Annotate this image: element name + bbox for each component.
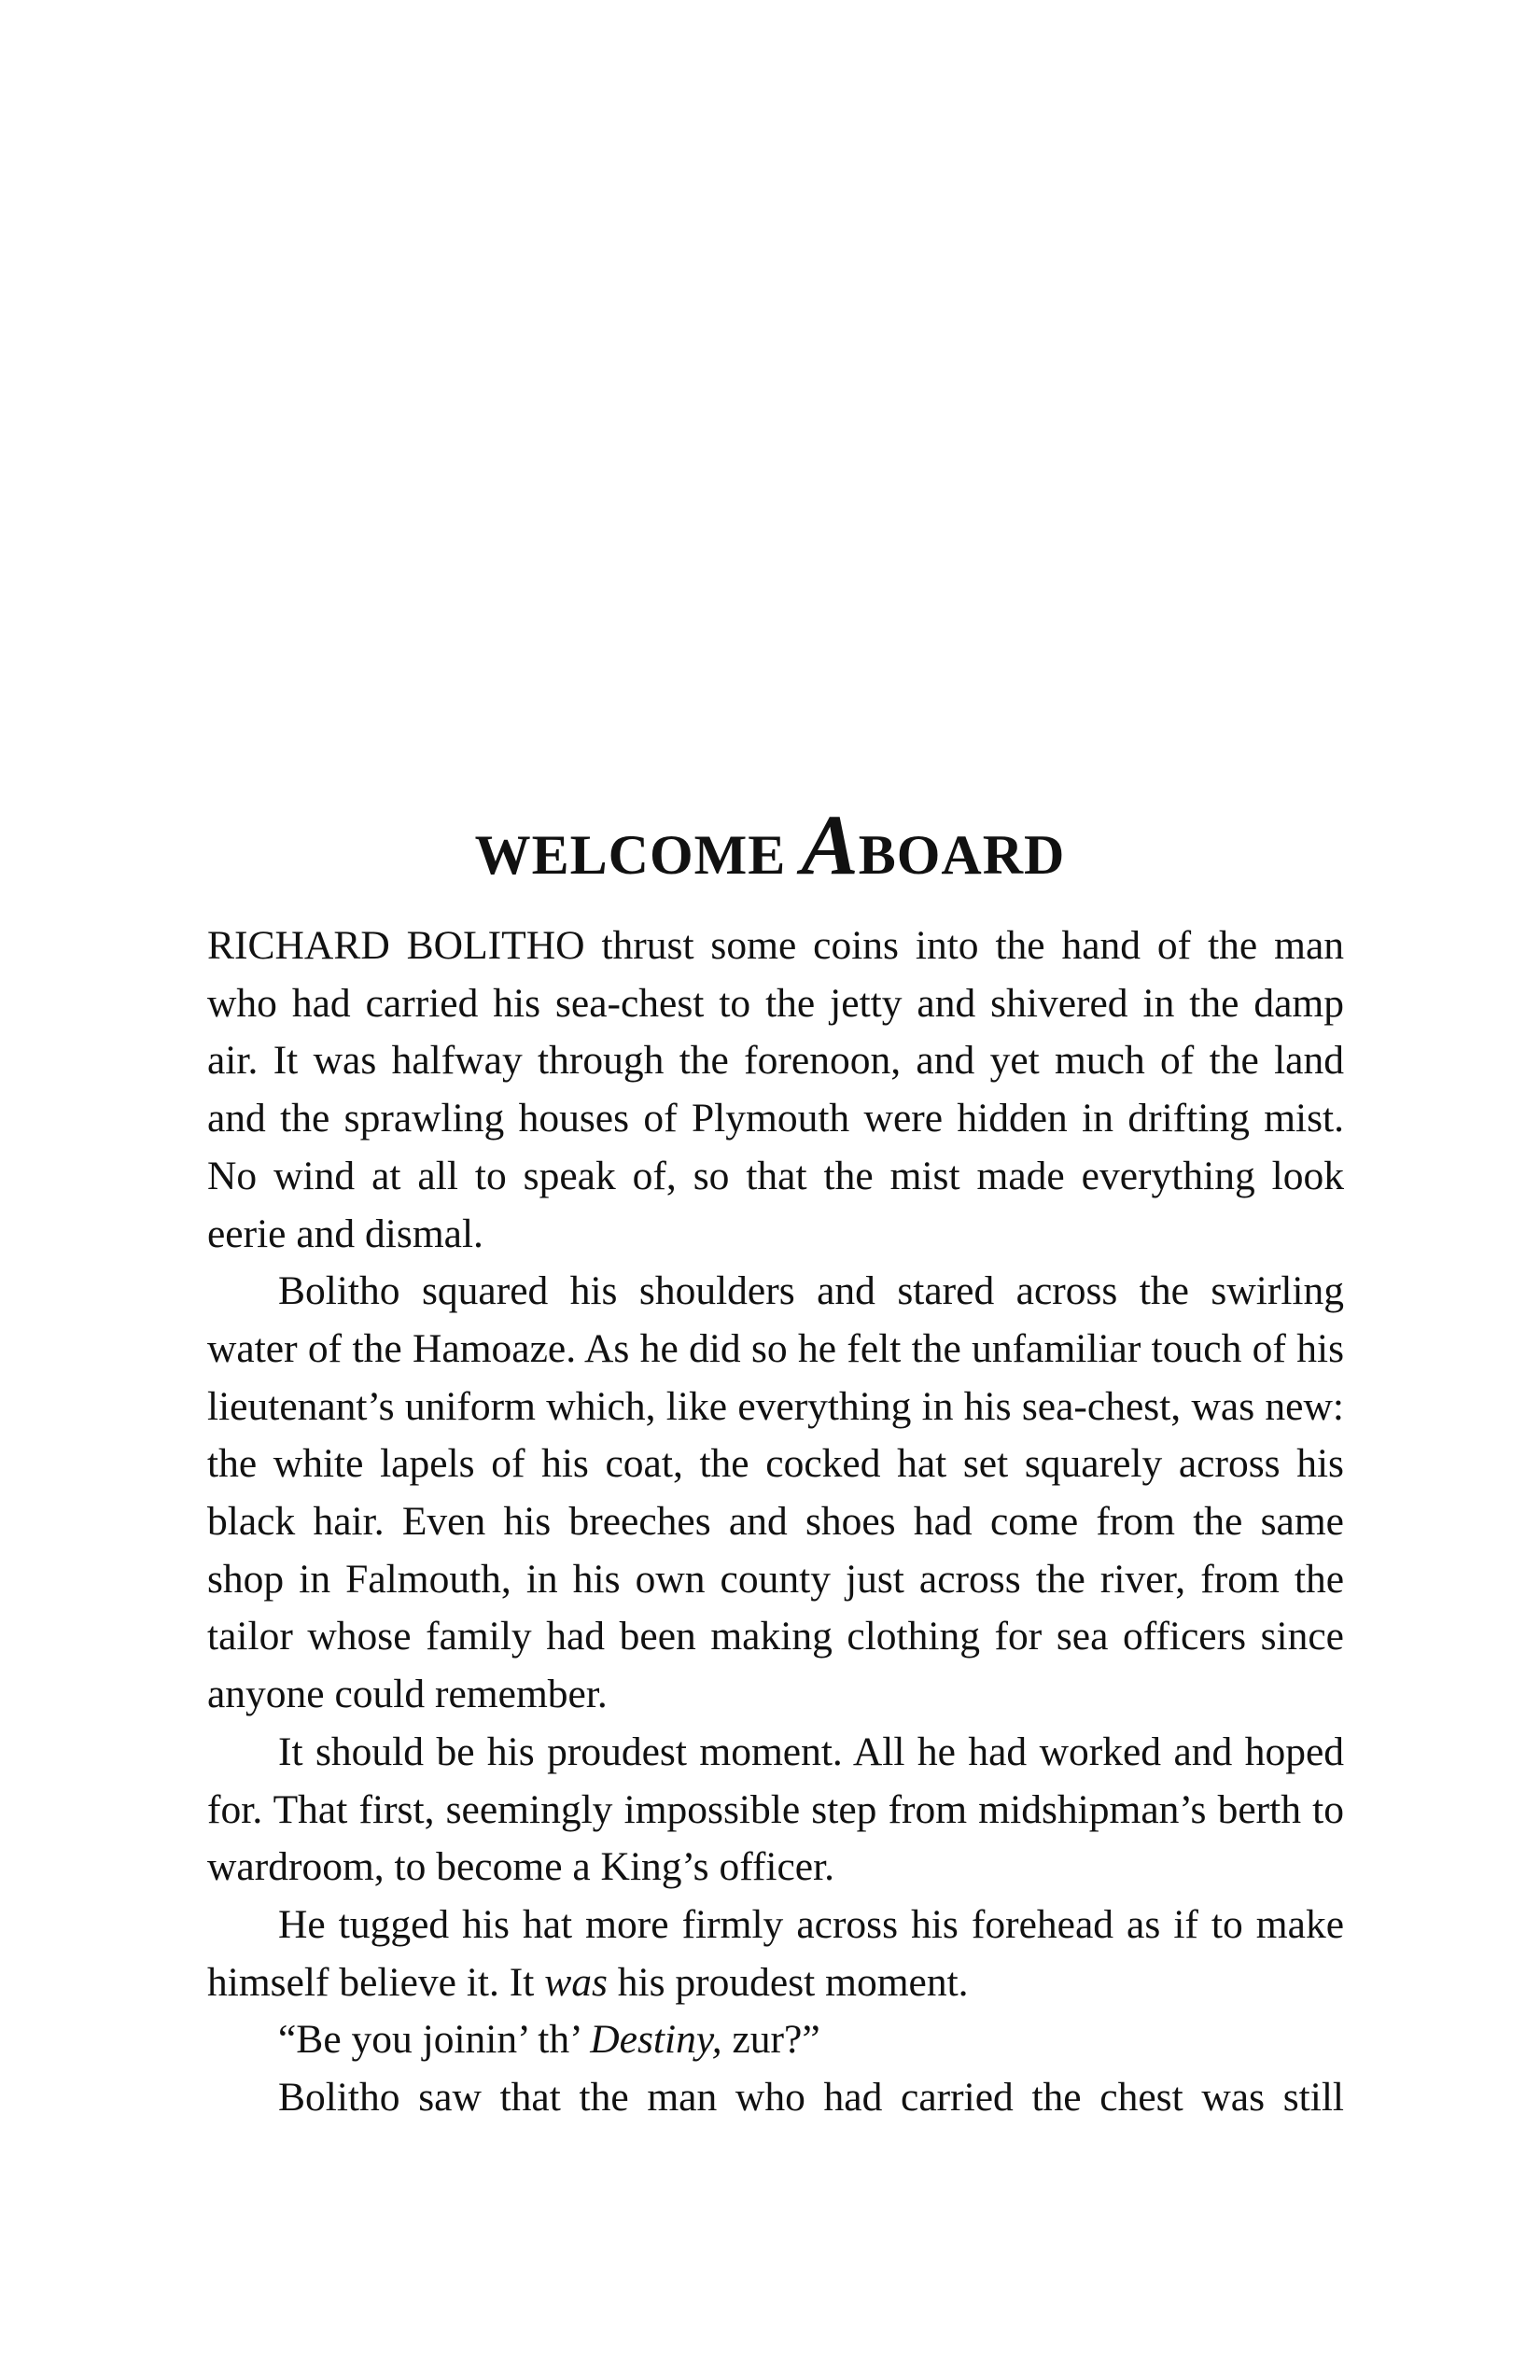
paragraph-5 (207, 2011, 1344, 2069)
paragraph-3: It should be his proudest moment. All he had worked and hoped for. That first, seemingly impossible step from midshipman’s berth to wardroom, to become a King’s officer. (207, 1729, 1344, 1890)
paragraph-4-text-before: He tugged his hat more firmly across his forehead as if to make himself believe it. It (207, 1901, 1344, 2005)
paragraph-1: RICHARD BOLITHO thrust some coins into the hand of the man who had carried his sea-chest to the jetty and shivered in the damp air. It was halfway through the forenoon, and yet much of the land and the sprawling houses of Plymouth were hidden in drifting mist. No wind at all to speak of, so that the mist made everything look eerie and dismal. (207, 923, 1344, 1256)
paragraph-4-emphasis: was (544, 1959, 608, 2005)
chapter-title-initial: A (801, 797, 859, 893)
paragraph-5-text-after: zur?” (721, 2017, 820, 2063)
paragraph-5-text-before: “Be you joinin’ th’ (278, 2017, 591, 2063)
chapter-title-suffix: BOARD (858, 824, 1066, 887)
paragraph-4-text-after: his proudest moment. (607, 1959, 969, 2005)
chapter-body (207, 917, 1344, 2127)
paragraph-2: Bolitho squared his shoulders and stared across the swirling water of the Hamoaze. As he did so he felt the unfamiliar touch of his lieutenant’s uniform which, like everything in his sea-chest, was new: the white lapels of his coat, the cocked hat set squarely across his black hair. Even his breeches and shoes had come from the same shop in Falmouth, in his own county just across the river, from the tailor whose family had been making clothing for sea officers since anyone could remember. (207, 1268, 1344, 1717)
paragraph-6: Bolitho saw that the man who had carried the chest was still (278, 2075, 1344, 2121)
chapter-title-prefix: WELCOME (474, 824, 802, 887)
paragraph-4 (207, 1897, 1344, 2011)
chapter-title (0, 797, 1540, 897)
paragraph-5-emphasis: Destiny, (590, 2017, 722, 2063)
